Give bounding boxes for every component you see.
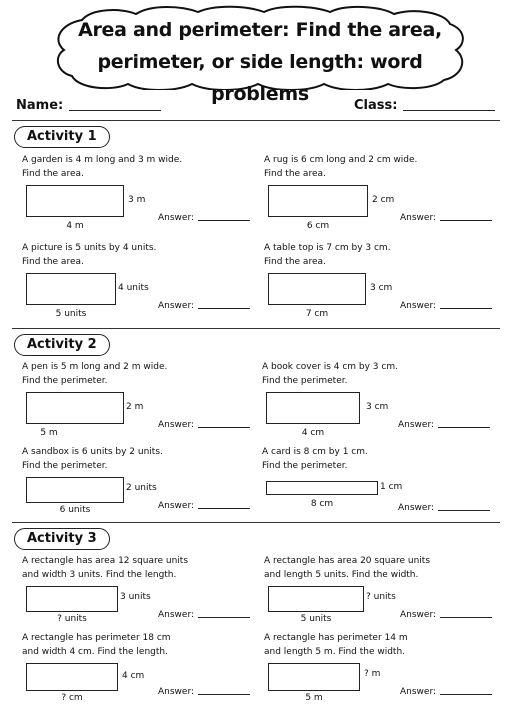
page-title-line-1: Area and perimeter: Find the area, [78, 19, 442, 41]
bottom-length-label: 4 m [66, 221, 84, 231]
name-field [16, 98, 161, 113]
answer-blank[interactable] [440, 617, 492, 618]
answer-blank[interactable] [198, 220, 250, 221]
activity-1-problem-2 [264, 153, 496, 235]
activity-2-badge: Activity 2 [14, 334, 110, 356]
side-length-label: 3 cm [370, 283, 393, 293]
side-length-label: 2 cm [372, 195, 395, 205]
problem-text: A rug is 6 cm long and 2 cm wide. Find the area. [264, 155, 418, 179]
class-label: Class: [354, 98, 398, 113]
side-length-label: 3 m [128, 195, 146, 205]
rectangle-diagram [26, 273, 116, 305]
activity-2-problem-3 [22, 445, 254, 527]
activity-2-problem-1 [22, 360, 254, 442]
problem-text: A rectangle has perimeter 18 cm and width 4 cm. Find the length. [22, 633, 171, 657]
side-length-label: 1 cm [380, 482, 403, 492]
problem-text: A garden is 4 m long and 3 m wide. Find the area. [22, 155, 183, 179]
rectangle-diagram [26, 663, 118, 691]
problem-text: A book cover is 4 cm by 3 cm. Find the perimeter. [262, 362, 398, 386]
bottom-length-label: 5 m [40, 428, 58, 438]
bottom-length-label: ? cm [61, 693, 83, 703]
rectangle-diagram [266, 392, 360, 424]
answer-blank[interactable] [440, 694, 492, 695]
answer-field[interactable]: Answer: [400, 301, 492, 311]
rectangle-diagram [26, 185, 124, 217]
class-blank[interactable] [403, 110, 495, 111]
bottom-length-label: 6 cm [306, 221, 330, 231]
answer-blank[interactable] [440, 308, 492, 309]
side-length-label: ? m [364, 669, 381, 679]
activity-2-problem-4 [262, 445, 494, 527]
side-length-label: 3 cm [366, 402, 389, 412]
page-title [52, 14, 468, 110]
answer-field[interactable]: Answer: [398, 420, 490, 430]
answer-field[interactable]: Answer: [158, 687, 250, 697]
activity-3-problem-3 [22, 631, 254, 713]
problem-text: A picture is 5 units by 4 units. Find the area. [22, 243, 157, 267]
answer-field[interactable]: Answer: [158, 420, 250, 430]
answer-blank[interactable] [198, 694, 250, 695]
page-title-line-2: perimeter, or side length: word problems [97, 51, 423, 105]
answer-blank[interactable] [198, 617, 250, 618]
problem-text: A card is 8 cm by 1 cm. Find the perimeter. [262, 447, 368, 471]
problem-text: A sandbox is 6 units by 2 units. Find the perimeter. [22, 447, 163, 471]
activity-3-problem-4 [264, 631, 496, 713]
rectangle-diagram [26, 392, 124, 424]
bottom-length-label: 7 cm [305, 309, 329, 319]
bottom-length-label: 5 m [305, 693, 323, 703]
answer-blank[interactable] [198, 308, 250, 309]
side-length-label: 4 units [118, 283, 149, 293]
problem-text: A rectangle has area 20 square units and length 5 units. Find the width. [264, 556, 431, 580]
section-divider [12, 522, 500, 523]
bottom-length-label: 4 cm [301, 428, 325, 438]
problem-text: A rectangle has perimeter 14 m and length 5 m. Find the width. [264, 633, 408, 657]
problem-text: A pen is 5 m long and 2 m wide. Find the perimeter. [22, 362, 168, 386]
section-divider [12, 328, 500, 329]
answer-blank[interactable] [198, 427, 250, 428]
side-length-label: 2 m [126, 402, 144, 412]
answer-field[interactable]: Answer: [398, 503, 490, 513]
name-label: Name: [16, 98, 64, 113]
rectangle-diagram [268, 586, 364, 612]
bottom-length-label: 8 cm [310, 499, 334, 509]
problem-text: A rectangle has area 12 square units and width 3 units. Find the length. [22, 556, 189, 580]
answer-blank[interactable] [438, 510, 490, 511]
activity-3-badge: Activity 3 [14, 528, 110, 550]
rectangle-diagram [266, 481, 378, 495]
title-cloud [52, 4, 468, 105]
side-length-label: 4 cm [122, 671, 145, 681]
section-divider [12, 120, 500, 121]
rectangle-diagram [268, 273, 366, 305]
answer-field[interactable]: Answer: [400, 213, 492, 223]
rectangle-diagram [26, 586, 118, 612]
activity-2-problem-2 [262, 360, 494, 442]
rectangle-diagram [268, 185, 368, 217]
bottom-length-label: 5 units [300, 614, 332, 624]
rectangle-diagram [268, 663, 360, 691]
answer-blank[interactable] [438, 427, 490, 428]
answer-blank[interactable] [440, 220, 492, 221]
activity-3-problem-1 [22, 554, 254, 636]
activity-1-problem-3 [22, 241, 254, 323]
side-length-label: 2 units [126, 483, 157, 493]
bottom-length-label: 5 units [55, 309, 87, 319]
answer-field[interactable]: Answer: [400, 687, 492, 697]
activity-3-problem-2 [264, 554, 496, 636]
answer-field[interactable]: Answer: [400, 610, 492, 620]
side-length-label: 3 units [120, 592, 151, 602]
activity-1-problem-4 [264, 241, 496, 323]
activity-1-badge: Activity 1 [14, 126, 110, 148]
problem-text: A table top is 7 cm by 3 cm. Find the area. [264, 243, 391, 267]
answer-field[interactable]: Answer: [158, 301, 250, 311]
answer-field[interactable]: Answer: [158, 501, 250, 511]
rectangle-diagram [26, 477, 124, 503]
answer-field[interactable]: Answer: [158, 213, 250, 223]
answer-field[interactable]: Answer: [158, 610, 250, 620]
side-length-label: ? units [366, 592, 396, 602]
activity-1-problem-1 [22, 153, 254, 235]
bottom-length-label: ? units [57, 614, 87, 624]
answer-blank[interactable] [198, 508, 250, 509]
name-blank[interactable] [69, 110, 161, 111]
class-field [354, 98, 495, 113]
bottom-length-label: 6 units [59, 505, 91, 515]
